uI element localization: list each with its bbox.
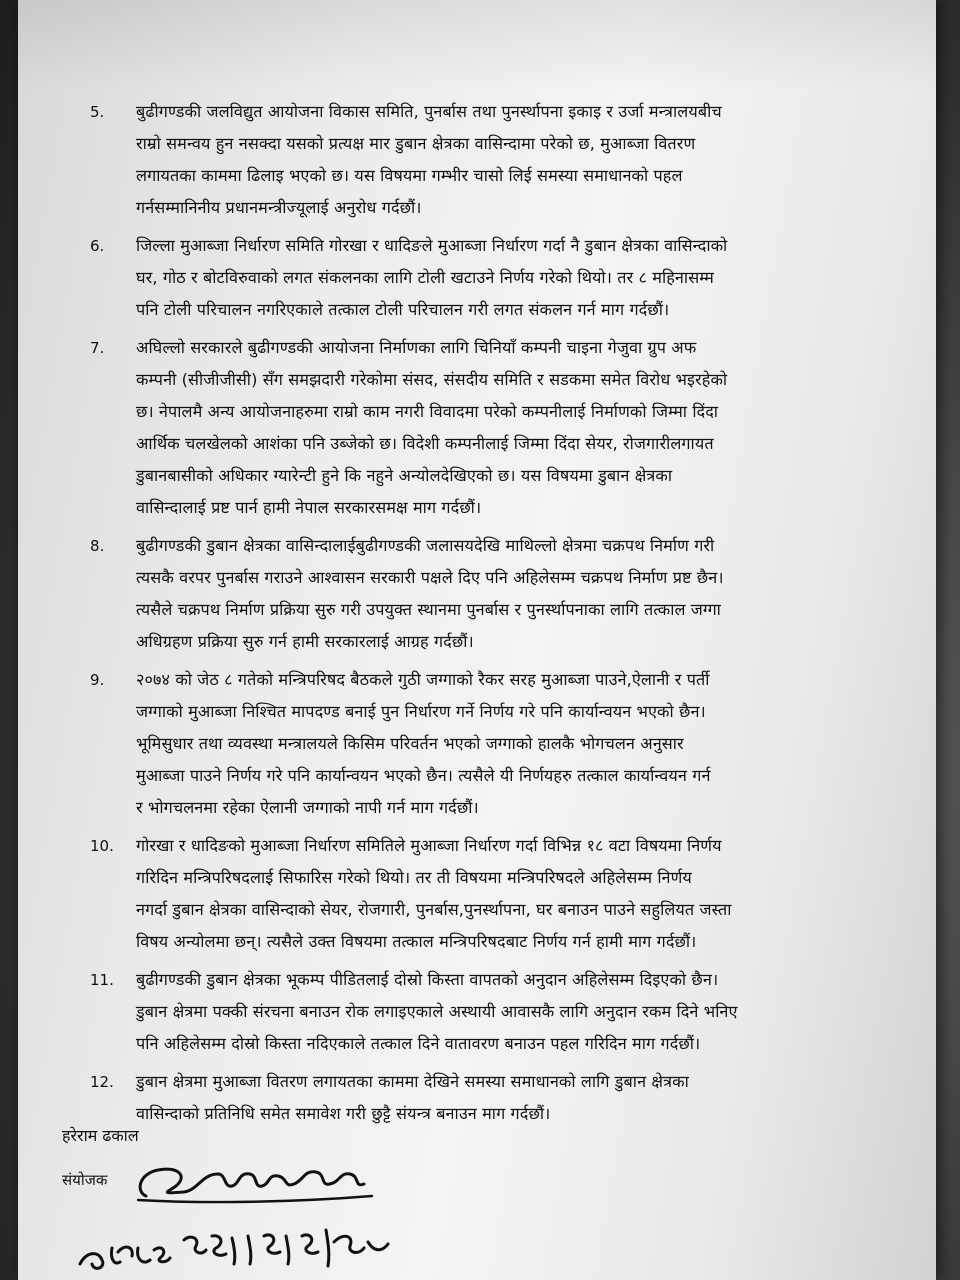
list-item-text-line: नगर्दा डुबान क्षेत्रका वासिन्दाको सेयर, रोजगारी, पुनर्बास,पुनर्स्थापना, घर बनाउन पाउने सहुलियत जस्ता <box>136 900 732 919</box>
list-item-text-line: डुबान क्षेत्रमा मुआब्जा वितरण लगायतका काममा देखिने समस्या समाधानको लागि डुबान क्षेत्रका <box>136 1072 689 1091</box>
list-item-number: 10. <box>90 837 114 855</box>
list-item-number: 8. <box>90 537 105 555</box>
list-item <box>90 1066 850 1130</box>
list-item-text-line: डुबान क्षेत्रमा पक्की संरचना बनाउन रोक लगाइएकाले अस्थायी आवासकै लागि अनुदान रकम दिने भनिए <box>136 1002 738 1021</box>
handwritten-phone-number <box>72 1222 402 1280</box>
list-item-text-line: त्यसकै वरपर पुनर्बास गराउने आश्वासन सरकारी पक्षले दिए पनि अहिलेसम्म चक्रपथ निर्माण प्रष्ट छैन। <box>136 568 724 587</box>
list-item <box>90 332 850 524</box>
list-item <box>90 664 850 824</box>
list-item <box>90 230 850 326</box>
list-item-text-line: बुढीगण्डकी जलविद्युत आयोजना विकास समिति, पुनर्बास तथा पुनर्स्थापना इकाइ र उर्जा मन्त्रालयबीच <box>136 102 722 121</box>
list-item-text-line: अघिल्लो सरकारले बुढीगण्डकी आयोजना निर्माणका लागि चिनियाँ कम्पनी चाइना गेजुवा ग्रुप अफ <box>136 338 697 357</box>
numbered-list <box>90 96 850 1136</box>
list-item-text-line: वासिन्दालाई प्रष्ट पार्न हामी नेपाल सरकारसमक्ष माग गर्दछौं। <box>136 498 482 517</box>
list-item-text-line: लगायतका काममा ढिलाइ भएको छ। यस विषयमा गम्भीर चासो लिई समस्या समाधानको पहल <box>136 166 683 185</box>
list-item-text-line: गोरखा र धादिङको मुआब्जा निर्धारण समितिले मुआब्जा निर्धारण गर्दा विभिन्न १८ वटा विषयमा निर्णय <box>136 836 722 855</box>
list-item <box>90 964 850 1060</box>
list-item-text-line: विषय अन्योलमा छन्। त्यसैले उक्त विषयमा तत्काल मन्त्रिपरिषदबाट निर्णय गर्न हामी माग गर्दछौं। <box>136 932 697 951</box>
list-item-text-line: आर्थिक चलखेलको आशंका पनि उब्जेको छ। विदेशी कम्पनीलाई जिम्मा दिंदा सेयर, रोजगारीलगायत <box>136 434 714 453</box>
list-item-number: 5. <box>90 103 105 121</box>
list-item-text-line: पनि टोली परिचालन नगरिएकाले तत्काल टोली परिचालन गरी लगत संकलन गर्न माग गर्दछौं। <box>136 300 670 319</box>
handwritten-signature <box>128 1152 388 1212</box>
list-item-number: 7. <box>90 339 105 357</box>
list-item <box>90 96 850 224</box>
list-item-text-line: २०७४ को जेठ ८ गतेको मन्त्रिपरिषद बैठकले गुठी जग्गाको रैकर सरह मुआब्जा पाउने,ऐलानी र पर्ती <box>136 670 710 689</box>
list-item-text-line: त्यसैले चक्रपथ निर्माण प्रक्रिया सुरु गरी उपयुक्त स्थानमा पुनर्बास र पुनर्स्थापनाका लागि तत्काल जग्गा <box>136 600 721 619</box>
list-item <box>90 530 850 658</box>
list-item-number: 6. <box>90 237 105 255</box>
list-item-text-line: राम्रो समन्वय हुन नसक्दा यसको प्रत्यक्ष मार डुबान क्षेत्रका वासिन्दामा परेको छ, मुआब्जा वितरण <box>136 134 696 153</box>
list-item-text-line: वासिन्दाको प्रतिनिधि समेत समावेश गरी छुट्टै संयन्त्र बनाउन माग गर्दछौं। <box>136 1104 551 1123</box>
list-item-text-line: जग्गाको मुआब्जा निश्चित मापदण्ड बनाई पुन निर्धारण गर्ने निर्णय गरे पनि कार्यान्वयन भएको छैन। <box>136 702 706 721</box>
signatory-role: संयोजक <box>62 1171 108 1189</box>
list-item-text-line: बुढीगण्डकी डुबान क्षेत्रका भूकम्प पीडितलाई दोस्रो किस्ता वापतको अनुदान अहिलेसम्म दिइएको छैन। <box>136 970 719 989</box>
list-item-text-line: गर्नसम्मानिनीय प्रधानमन्त्रीज्यूलाई अनुरोध गर्दछौं। <box>136 198 422 217</box>
list-item-text-line: पनि अहिलेसम्म दोस्रो किस्ता नदिएकाले तत्काल दिने वातावरण बनाउन पहल गरिदिन माग गर्दछौं। <box>136 1034 701 1053</box>
list-item-number: 9. <box>90 671 105 689</box>
list-item-number: 12. <box>90 1073 114 1091</box>
list-item-text-line: र भोगचलनमा रहेका ऐलानी जग्गाको नापी गर्न माग गर्दछौं। <box>136 798 479 817</box>
list-item-text-line: मुआब्जा पाउने निर्णय गरे पनि कार्यान्वयन भएको छैन। त्यसैले यी निर्णयहरु तत्काल कार्यान्वयन गर्न <box>136 766 711 785</box>
list-item-text-line: भूमिसुधार तथा व्यवस्था मन्त्रालयले किसिम परिवर्तन भएको जग्गाको हालकै भोगचलन अनुसार <box>136 734 684 753</box>
list-item-text-line: डुबानबासीको अधिकार ग्यारेन्टी हुने कि नहुने अन्योलदेखिएको छ। यस विषयमा डुबान क्षेत्रका <box>136 466 673 485</box>
list-item-text-line: गरिदिन मन्त्रिपरिषदलाई सिफारिस गरेको थियो। तर ती विषयमा मन्त्रिपरिषदले अहिलेसम्म निर्णय <box>136 868 692 887</box>
list-item <box>90 830 850 958</box>
list-item-text-line: जिल्ला मुआब्जा निर्धारण समिति गोरखा र धादिङले मुआब्जा निर्धारण गर्दा नै डुबान क्षेत्रका वासिन्दाको <box>136 236 728 255</box>
signatory-name: हरेराम ढकाल <box>62 1126 139 1145</box>
signature-block <box>62 1122 462 1189</box>
document-page <box>18 0 936 1280</box>
list-item-text-line: घर, गोठ र बोटविरुवाको लगत संकलनका लागि टोली खटाउने निर्णय गरेको थियो। तर ८ महिनासम्म <box>136 268 714 287</box>
list-item-text-line: कम्पनी (सीजीजीसी) सँग समझदारी गरेकोमा संसद, संसदीय समिति र सडकमा समेत विरोध भइरहेको <box>136 370 728 389</box>
list-item-number: 11. <box>90 971 114 989</box>
list-item-text-line: बुढीगण्डकी डुबान क्षेत्रका वासिन्दालाईबुढीगण्डकी जलासयदेखि माथिल्लो क्षेत्रमा चक्रपथ निर्माण गरी <box>136 536 715 555</box>
list-item-text-line: अधिग्रहण प्रक्रिया सुरु गर्न हामी सरकारलाई आग्रह गर्दछौं। <box>136 632 474 651</box>
list-item-text-line: छ। नेपालमै अन्य आयोजनाहरुमा राम्रो काम नगरी विवादमा परेको कम्पनीलाई निर्माणको जिम्मा दिंदा <box>136 402 719 421</box>
